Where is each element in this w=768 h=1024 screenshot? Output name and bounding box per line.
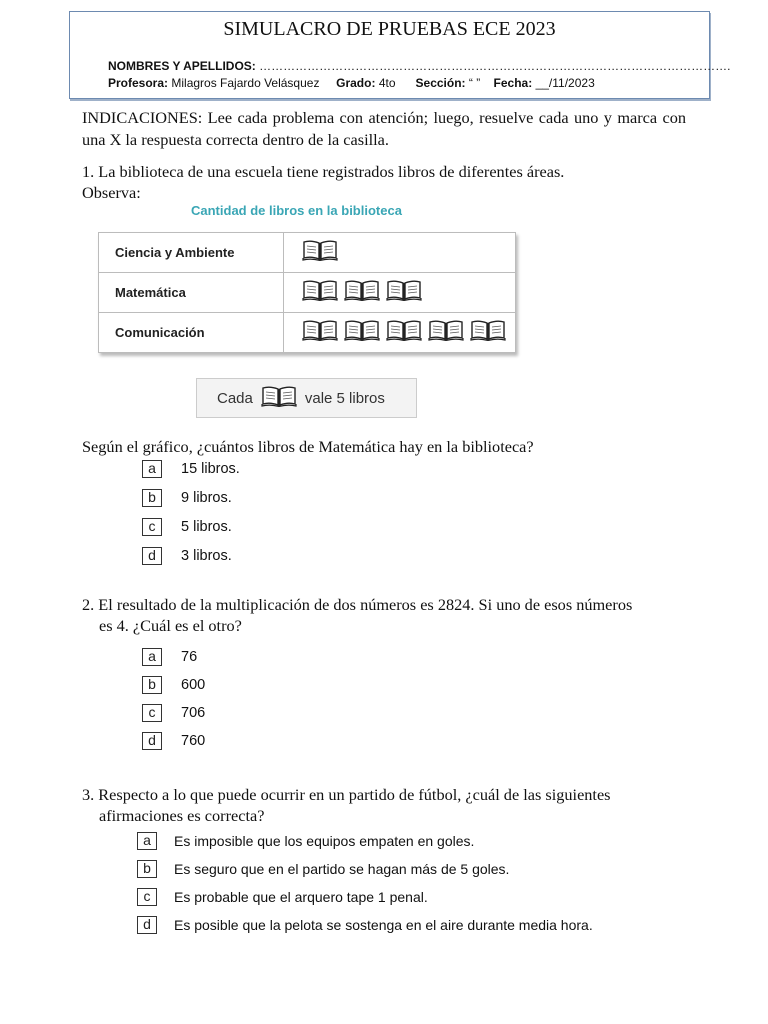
- q2-line1: 2. El resultado de la multiplicación de dos números es 2824. Si uno de esos números: [82, 595, 633, 614]
- pictogram-row: [99, 273, 516, 313]
- option-text: 5 libros.: [181, 519, 232, 535]
- book-icon: [428, 319, 464, 346]
- info-line: [108, 76, 595, 90]
- q2-option-c[interactable]: [142, 704, 205, 722]
- answer-checkbox[interactable]: d: [142, 732, 162, 750]
- option-text: 76: [181, 649, 198, 665]
- option-text: 15 libros.: [181, 461, 240, 477]
- q1-option-a[interactable]: [142, 460, 240, 478]
- answer-checkbox[interactable]: b: [137, 860, 157, 878]
- answer-checkbox[interactable]: d: [137, 916, 157, 934]
- q1-option-d[interactable]: [142, 547, 232, 565]
- book-icon: [302, 239, 338, 266]
- book-icon: [344, 319, 380, 346]
- option-text: Es imposible que los equipos empaten en goles.: [174, 833, 475, 849]
- grade-value: 4to: [378, 76, 396, 90]
- date-label: Fecha:: [493, 76, 533, 90]
- names-line: [108, 59, 730, 73]
- header-box: [69, 11, 731, 99]
- chart-title: Cantidad de libros en la biblioteca: [191, 203, 402, 218]
- grade-label: Grado:: [336, 76, 376, 90]
- pictogram-icons: [284, 273, 516, 313]
- answer-checkbox[interactable]: a: [142, 648, 162, 666]
- book-icon: [470, 319, 506, 346]
- pictogram-category: Comunicación: [99, 313, 284, 353]
- legend-pre: Cada: [217, 389, 253, 407]
- q3-option-a[interactable]: [137, 832, 474, 850]
- pictogram-table: [98, 232, 516, 353]
- section-label: Sección:: [415, 76, 466, 90]
- pictogram-category: Matemática: [99, 273, 284, 313]
- book-icon: [344, 279, 380, 306]
- option-text: Es probable que el arquero tape 1 penal.: [174, 889, 428, 905]
- q3-line1: 3. Respecto a lo que puede ocurrir en un partido de fútbol, ¿cuál de las siguientes: [82, 785, 611, 804]
- pictogram-legend: [196, 378, 417, 418]
- pictogram-row: [99, 233, 516, 273]
- pictogram-row: [99, 313, 516, 353]
- q3-line2: afirmaciones es correcta?: [99, 806, 265, 825]
- answer-checkbox[interactable]: b: [142, 489, 162, 507]
- option-text: 600: [181, 677, 206, 693]
- q1-line1: 1. La biblioteca de una escuela tiene registrados libros de diferentes áreas.: [82, 162, 565, 181]
- q2-option-a[interactable]: [142, 648, 197, 666]
- q2-option-d[interactable]: [142, 732, 205, 750]
- book-icon: [386, 319, 422, 346]
- pictogram-category: Ciencia y Ambiente: [99, 233, 284, 273]
- q1-question: Según el gráfico, ¿cuántos libros de Matemática hay en la biblioteca?: [82, 437, 534, 456]
- legend-post: vale 5 libros: [304, 389, 385, 407]
- answer-checkbox[interactable]: c: [142, 704, 162, 722]
- q2-option-b[interactable]: [142, 676, 205, 694]
- book-icon: [386, 279, 422, 306]
- teacher-label: Profesora:: [108, 76, 169, 90]
- names-dots: ……………………………………………………………………………………………………….: [259, 59, 731, 73]
- q3-option-b[interactable]: [137, 860, 509, 878]
- option-text: Es posible que la pelota se sostenga en el aire durante media hora.: [174, 917, 593, 933]
- q3-option-c[interactable]: [137, 888, 428, 906]
- date-value: __/11/2023: [535, 76, 595, 90]
- option-text: 706: [181, 705, 206, 721]
- pictogram-icons: [284, 313, 516, 353]
- q3-option-d[interactable]: [137, 916, 593, 934]
- option-text: 3 libros.: [181, 548, 232, 564]
- answer-checkbox[interactable]: b: [142, 676, 162, 694]
- q1-line2: Observa:: [82, 183, 141, 202]
- answer-checkbox[interactable]: a: [142, 460, 162, 478]
- option-text: 760: [181, 733, 206, 749]
- q1-option-b[interactable]: [142, 489, 232, 507]
- book-icon: [261, 385, 297, 411]
- instructions: INDICACIONES: Lee cada problema con atención; luego, resuelve cada uno y marca con una X la respuesta correcta dentro de la casilla.: [82, 108, 686, 149]
- book-icon: [302, 319, 338, 346]
- answer-checkbox[interactable]: d: [142, 547, 162, 565]
- q2-line2: es 4. ¿Cuál es el otro?: [99, 616, 242, 635]
- answer-checkbox[interactable]: a: [137, 832, 157, 850]
- option-text: 9 libros.: [181, 490, 232, 506]
- answer-checkbox[interactable]: c: [142, 518, 162, 536]
- book-icon: [302, 279, 338, 306]
- q1-option-c[interactable]: [142, 518, 232, 536]
- option-text: Es seguro que en el partido se hagan más de 5 goles.: [174, 861, 510, 877]
- answer-checkbox[interactable]: c: [137, 888, 157, 906]
- names-label: NOMBRES Y APELLIDOS:: [108, 59, 256, 73]
- pictogram-icons: [284, 233, 516, 273]
- section-value: “ ”: [468, 76, 481, 90]
- teacher-name: Milagros Fajardo Velásquez: [171, 76, 320, 90]
- page-title: SIMULACRO DE PRUEBAS ECE 2023: [223, 18, 556, 40]
